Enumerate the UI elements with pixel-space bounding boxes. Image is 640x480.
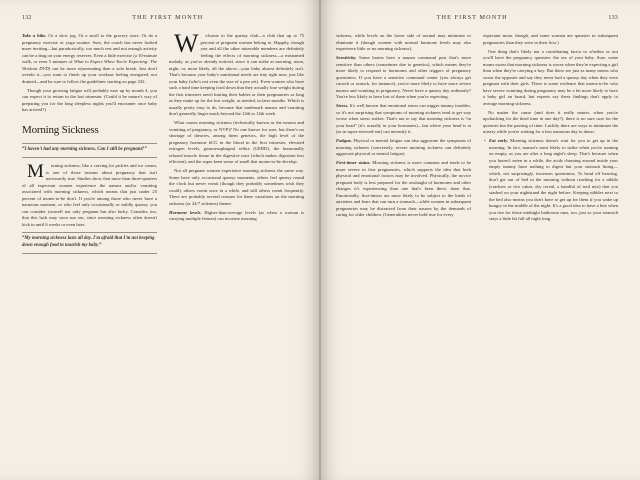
- left-column-1: [22, 33, 157, 469]
- paragraph-text: Morning sickness is more common and tends to be more severe in first pregnancies, which supports the idea that both physical and emotional factors may be involved. Physically, the novice pregnant body is less prepared for the onslaught of hormones and other changes it's experiencing than one that's been there, done that. Emotionally, first-timers are more likely to be subject to the kinds of anxieties and fears that can turn a stomach—while women in subsequent pregnancies may be distracted from their nausea by the demands of caring for older children. (Generalities never hold true for every: [336, 160, 472, 218]
- list-item: [489, 138, 618, 223]
- paragraph-lead: Sensitivity.: [336, 55, 357, 61]
- paragraph-lead: Hormone levels.: [169, 209, 202, 215]
- list-item-lead: Eat early.: [489, 138, 509, 144]
- right-column-2: [483, 33, 618, 469]
- left-folio: 132: [22, 15, 32, 21]
- paragraph: No matter the cause (and does it really matter, when you're upchucking for the third time in one day?), there is no sure cure for the queasies but the passing of time. Luckily there are ways to minimize the misery while you're waiting for a less nauseous day to dawn:: [483, 109, 618, 135]
- paragraph-with-dropcap: [169, 29, 304, 118]
- left-chapter-title: THE FIRST MONTH: [132, 14, 204, 21]
- paragraph: Though your growing fatigue will probably ease up by month 4, you can expect it to return in the last trimester. (Could it be nature's way of preparing you for the long sleepless nights you'll encounter once baby has arrived?): [22, 87, 157, 113]
- paragraph: One thing that's likely not a contributing factor to whether or not you'll have the pregnancy queasies: the sex of your baby. Sure, some moms swear that morning sickness is worse when they're expecting a girl than when they're carrying a boy. But there are just as many moms who swear the opposite and say they never had a queasy day when they were pregnant with their girls. There is some evidence that moms-to-be who have severe vomiting during pregnancy may be a bit more likely to have a baby girl on board, but experts say these findings don't apply to average morning sickness.: [483, 48, 618, 106]
- paragraph: sickness, while levels on the lower side of normal may minimize or eliminate it (though women with normal hormone levels may also experience little or no morning sickness).: [336, 33, 471, 52]
- paragraph-text: elcome to the queasy club—a club that up to 75 percent of pregnant women belong to. Happily, though you and all the other miserable members are definitely feeling the effects of morning sickness—a misnamed malady, as you've already noticed, since it can strike at morning, noon, night, or, more likely, all the above—your baby almost definitely isn't. That's because your baby's nutritional needs are tiny right now, just like your baby (who's not even the size of a pea yet). Even women who have such a hard time keeping food down that they actually lose weight during the first trimester aren't hurting their babies or their pregnancies as long as they make up for the lost weight, as needed, in later months. Which is usually pretty easy to do, because that trademark nausea and vomiting don't generally linger much beyond the 12th to 14th week.: [169, 33, 304, 117]
- paragraph-text: orning sickness, like a craving for pickles and ice cream, is one of those truisms about pregnancy that isn't necessarily true. Studies show that more than three-quarters of all expectant women experience the nausea and/or vomiting associated with morning sickness, which means that just under 25 percent of moms-to-be don't. If you're among those who never have a nauseous moment, or who feel only occasionally or mildly queasy, you can consider yourself not only pregnant but also lucky. Consider, too, that this luck may soon run out, since morning sickness often doesn't kick in until 6 weeks or even later.: [22, 163, 157, 227]
- tips-list: [483, 138, 618, 223]
- list-item-text: Morning sickness doesn't wait for you to get up in the morning. In fact, nausea's most likely to strike when you're running on empty, as you are after a long night's sleep. That's because when you haven't eaten in a while, the acids churning around inside your empty tummy have nothing to digest but your stomach lining—which, not surprisingly, increases queasiness. To head off heaving, don't get out of bed in the morning without reaching for a nibble (crackers or rice cakes, dry cereal, a handful of trail mix) that you stashed on your nightstand the night before. Keeping nibbles next to the bed also means you don't have to get up for them if you wake up hungry in the middle of the night. It's a good idea to have a bite when you rise for those midnight bathroom runs, too, just so your stomach stays a little bit full all night long.: [489, 138, 618, 222]
- paragraph-lead: First-timer status.: [336, 160, 371, 166]
- right-folio: 133: [608, 15, 618, 21]
- drop-cap: W: [174, 29, 199, 58]
- paragraph: [336, 138, 471, 158]
- paragraph-lead: Take a hike.: [22, 33, 47, 38]
- paragraph-text: Some brains have a nausea command post that's more sensitive than others (sometimes due to genetics), which means they're more likely to respond to hormones and other triggers of pregnancy queasiness. If you have a sensitive command center (you always get carsick or seasick, for instance), you're more likely to have more severe nausea and vomiting in pregnancy. Never have a queasy day ordinarily? You're less likely to have lots of them when you're expecting.: [336, 55, 471, 100]
- question-pullquote-2: “My morning sickness lasts all day. I'm afraid that I'm not keeping down enough food to nourish my baby.”: [22, 232, 157, 253]
- right-running-head: [336, 14, 618, 23]
- paragraph: expectant mom, though, and some women are queasier in subsequent pregnancies than they were in their first.): [483, 33, 618, 45]
- left-running-head: [22, 14, 304, 23]
- left-columns: [22, 29, 304, 469]
- paragraph: [336, 55, 471, 101]
- drop-cap: M: [27, 161, 44, 182]
- right-page: [320, 0, 640, 480]
- paragraph: [169, 210, 304, 223]
- paragraph-text-end: ) can be more rejuvenating than a sofa break. Just don't overdo it—you want to finish up your workout feeling energized, not drained—and be sure to follow the guidelines starting on page 232.: [22, 65, 157, 84]
- book-title-italic: What to Expect When You're Expecting: The Workout DVD: [22, 59, 157, 71]
- paragraph-text: It's well known that emotional stress can trigger tummy troubles, so it's not surprising that symptoms of morning sickness tend to get way worse when stress strikes. That's not to say that morning sickness is “in your head” (it's actually in your hormones)—but where your head is at (as in super-stressed-out) can intensify it.: [336, 103, 471, 135]
- paragraph-text: Or a slow jog. Or a stroll to the grocery store. Or do a pregnancy exercise or yoga routine. Sure, the couch has never looked more inviting—but paradoxically, too much rest and not enough activity can be a drag on your energy reserves. Even a little exercise (a 10-minute walk, or even 5 minutes of: [22, 33, 157, 65]
- paragraph-with-dropcap: [22, 163, 157, 228]
- paragraph-text: Higher-than-average levels (as when a woman is carrying multiple fetuses) can increase morning: [169, 209, 304, 222]
- question-pullquote: “I haven't had any morning sickness. Can I still be pregnant?”: [22, 143, 157, 158]
- paragraph: [336, 160, 471, 219]
- paragraph: Not all pregnant women experience morning sickness the same way. Some have only occasional queasy moments, others feel queasy round the clock but never vomit (though they probably sometimes wish they could), others vomit once in a while, and still others vomit frequently. There are probably several reasons for these variations on the morning sickness (or 24/7 sickness) theme:: [169, 168, 304, 206]
- right-columns: [336, 33, 618, 469]
- right-column-1: [336, 33, 471, 469]
- section-heading-morning-sickness: Morning Sickness: [22, 123, 99, 136]
- paragraph-lead: Fatigue.: [336, 138, 352, 144]
- paragraph: [22, 33, 157, 85]
- book-gutter: [319, 0, 321, 480]
- paragraph-text: Physical or mental fatigue can also aggravate the symptoms of morning sickness (conversely, severe morning sickness can definitely aggravate physical or mental fatigue).: [336, 138, 471, 157]
- paragraph-lead: Stress.: [336, 103, 349, 109]
- paragraph: What causes morning sickness (technically known as the nausea and vomiting of pregnancy, or NVP)? No one knows for sure, but there's no shortage of theories, among them genetics, the high level of the pregnancy hormone hCG in the blood in the first trimester, elevated estrogen levels, gastroesophageal reflux (GERD), the hormonally relaxed muscle tissue in the digestive tract (which makes digestion less efficient), and the super keen sense of smell that moms-to-be develop.: [169, 120, 304, 165]
- paragraph: [336, 103, 471, 136]
- right-chapter-title: THE FIRST MONTH: [436, 14, 508, 21]
- left-column-2: [169, 29, 304, 469]
